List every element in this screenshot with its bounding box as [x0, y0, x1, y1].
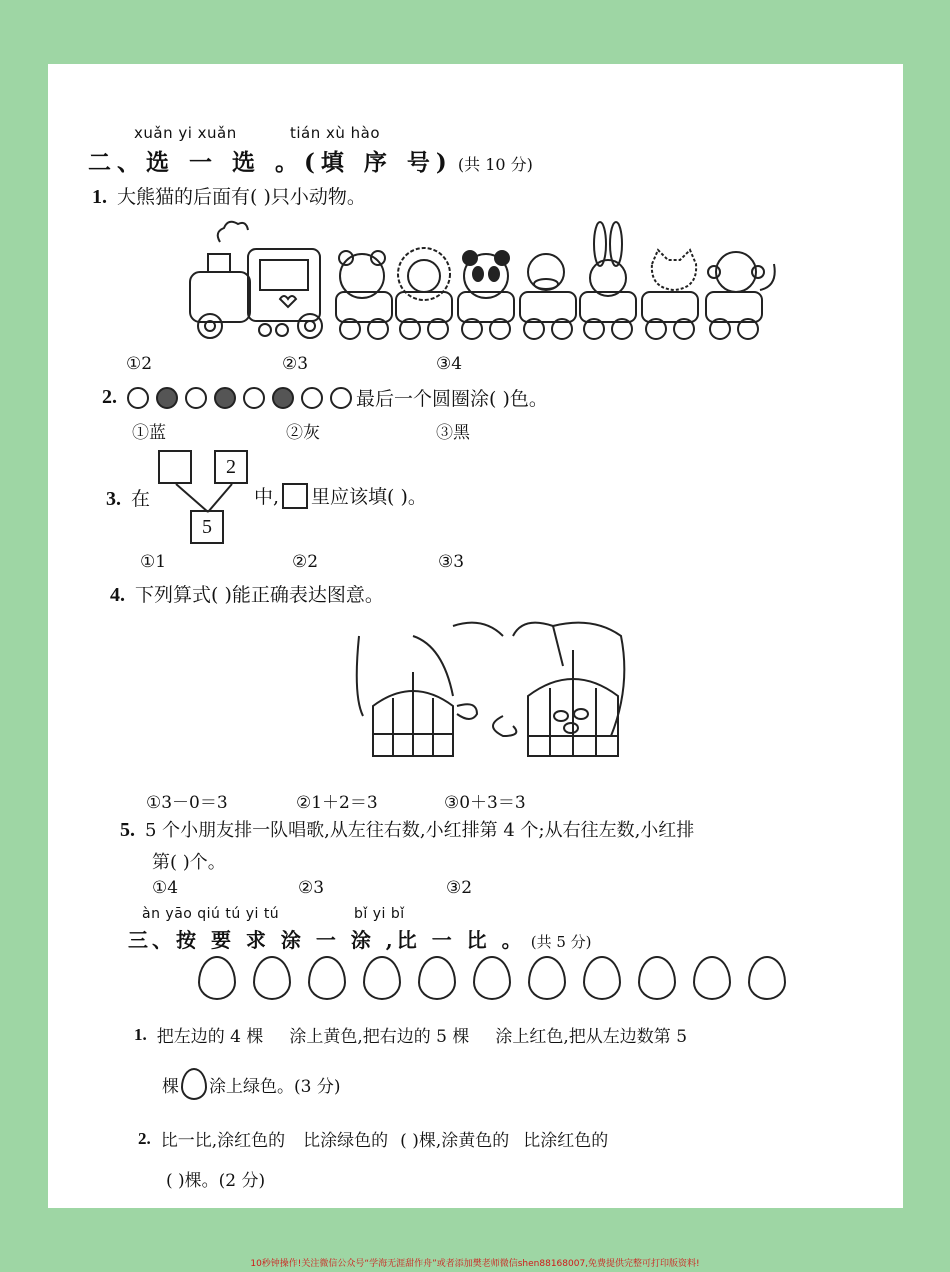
section3-question-1-line-2b: 涂上绿色。(3 分): [209, 1076, 341, 1097]
leaf-icon[interactable]: [253, 956, 291, 1000]
leaf-icon[interactable]: [748, 956, 786, 1000]
question-3-option-2[interactable]: ②2: [292, 552, 319, 572]
decompose-box-empty[interactable]: [158, 450, 192, 484]
leaf-icon[interactable]: [693, 956, 731, 1000]
question-4-option-1[interactable]: ①3－0＝3: [146, 793, 228, 813]
circle-4-gray: [214, 387, 236, 409]
leaf-icon[interactable]: [583, 956, 621, 1000]
question-3-number: 3.: [106, 488, 121, 510]
decompose-box-bottom: 5: [190, 510, 224, 544]
leaf-icon[interactable]: [198, 956, 236, 1000]
section3-question-2-part-2: 比涂绿色的: [303, 1131, 389, 1151]
question-4-number: 4.: [110, 584, 125, 606]
question-4-option-2[interactable]: ②1＋2＝3: [296, 793, 378, 813]
section3-question-2-part-1: 比一比,涂红色的: [160, 1131, 286, 1151]
question-3-middle: 中,: [254, 486, 280, 508]
question-5-option-3[interactable]: ③2: [446, 878, 473, 898]
pinyin-xuanyixuan: xuǎn yi xuǎn: [134, 124, 237, 142]
circle-1-white: [127, 387, 149, 409]
question-3-option-3[interactable]: ③3: [438, 552, 465, 572]
leaf-icon[interactable]: [363, 956, 401, 1000]
footer-notice: 10秒钟操作!关注微信公众号“学海无涯甜作舟”或者添加樊老师微信shen88168007,免费提供完整可打印版资料!: [250, 1259, 700, 1269]
circle-sequence: [127, 387, 352, 409]
question-2-number: 2.: [102, 386, 117, 408]
question-1-option-1[interactable]: ①2: [126, 354, 153, 374]
section3-heading: 三、按 要 求 涂 一 涂 ,比 一 比 。: [128, 928, 526, 952]
question-3-text: [254, 482, 427, 509]
question-1-number: 1.: [92, 186, 107, 208]
train-car-bear: [336, 251, 392, 339]
question-5-line-1: [120, 816, 694, 842]
question-2-text: 最后一个圆圈涂( )色。: [356, 388, 548, 410]
train-car-duck: [520, 254, 576, 339]
circle-5-white: [243, 387, 265, 409]
bird-cage-illustration: [353, 616, 638, 766]
pinyin-tianxuhao: tián xù hào: [290, 124, 381, 142]
question-4-text: 下列算式( )能正确表达图意。: [135, 584, 384, 606]
train-car-lion: [396, 248, 452, 339]
section2-heading: 二、选 一 选 。(填 序 号): [88, 149, 453, 176]
question-2-option-1[interactable]: ①蓝: [132, 423, 166, 443]
question-3-suffix: 里应该填( )。: [311, 486, 427, 508]
question-5-number: 5.: [120, 819, 135, 841]
question-2-option-2[interactable]: ②灰: [286, 423, 320, 443]
leaf-icon[interactable]: [418, 956, 456, 1000]
animal-train-illustration: [180, 214, 790, 344]
section3-score: (共 5 分): [530, 933, 592, 951]
question-1: [92, 182, 366, 209]
section3-heading-row: [128, 924, 592, 953]
question-5-text-1: 5 个小朋友排一队唱歌,从左往右数,小红排第 4 个;从右往左数,小红排: [145, 820, 695, 841]
question-1-text: 大熊猫的后面有( )只小动物。: [117, 186, 366, 208]
question-1-option-2[interactable]: ②3: [282, 354, 309, 374]
section3-question-1-line-2: [162, 1068, 340, 1100]
question-1-option-3[interactable]: ③4: [436, 354, 463, 374]
question-5-line-2: 第( )个。: [152, 852, 226, 873]
question-5-option-1[interactable]: ①4: [152, 878, 179, 898]
section3-question-1-line-2a: 棵: [162, 1076, 179, 1097]
train-car-cat: [642, 250, 698, 339]
section3-question-2-number: 2.: [138, 1128, 151, 1148]
circle-6-gray: [272, 387, 294, 409]
leaf-row: [198, 956, 786, 1000]
section3-question-1-line-1: [134, 1022, 687, 1047]
question-3-prefix: 在: [131, 488, 151, 510]
question-5-option-2[interactable]: ②3: [298, 878, 325, 898]
leaf-icon[interactable]: [638, 956, 676, 1000]
pinyin-anyaoqiu: àn yāo qiú tú yi tú: [142, 906, 280, 922]
section3-question-1-part-2: 涂上黄色,把右边的 5 棵: [289, 1027, 470, 1047]
circle-8-white: [330, 387, 352, 409]
question-3-lead: [106, 484, 150, 511]
section3-question-2-line-2: ( )棵。(2 分): [166, 1171, 266, 1191]
section2-score: (共 10 分): [457, 155, 533, 174]
circle-3-white: [185, 387, 207, 409]
answer-box-inline[interactable]: [282, 483, 308, 509]
section3-question-2-part-4: 比涂红色的: [523, 1131, 609, 1151]
circle-7-white: [301, 387, 323, 409]
train-car-panda: [458, 251, 514, 339]
section3-question-1-number: 1.: [134, 1024, 147, 1044]
question-3-option-1[interactable]: ①1: [140, 552, 167, 572]
train-car-rabbit: [580, 222, 636, 339]
section2-heading-row: [88, 144, 533, 177]
section3-question-2-line-1: [138, 1126, 608, 1151]
leaf-icon[interactable]: [308, 956, 346, 1000]
worksheet-page: [48, 64, 903, 1208]
pinyin-biyibi: bǐ yi bǐ: [354, 906, 405, 922]
train-car-monkey: [706, 252, 775, 339]
decompose-box-top-right: 2: [214, 450, 248, 484]
section3-question-1-part-3: 涂上红色,把从左边数第 5: [495, 1027, 688, 1047]
question-4-option-3[interactable]: ③0＋3＝3: [444, 793, 526, 813]
question-2: [102, 384, 548, 411]
circle-2-gray: [156, 387, 178, 409]
question-2-option-3[interactable]: ③黑: [436, 423, 470, 443]
inline-leaf-icon: [181, 1068, 207, 1100]
section3-question-2-part-3: ( )棵,涂黄色的: [400, 1131, 510, 1151]
section3-question-1-part-1: 把左边的 4 棵: [156, 1027, 264, 1047]
smoke-puff: [218, 222, 248, 242]
leaf-icon[interactable]: [473, 956, 511, 1000]
leaf-icon[interactable]: [528, 956, 566, 1000]
question-4: [110, 580, 384, 607]
